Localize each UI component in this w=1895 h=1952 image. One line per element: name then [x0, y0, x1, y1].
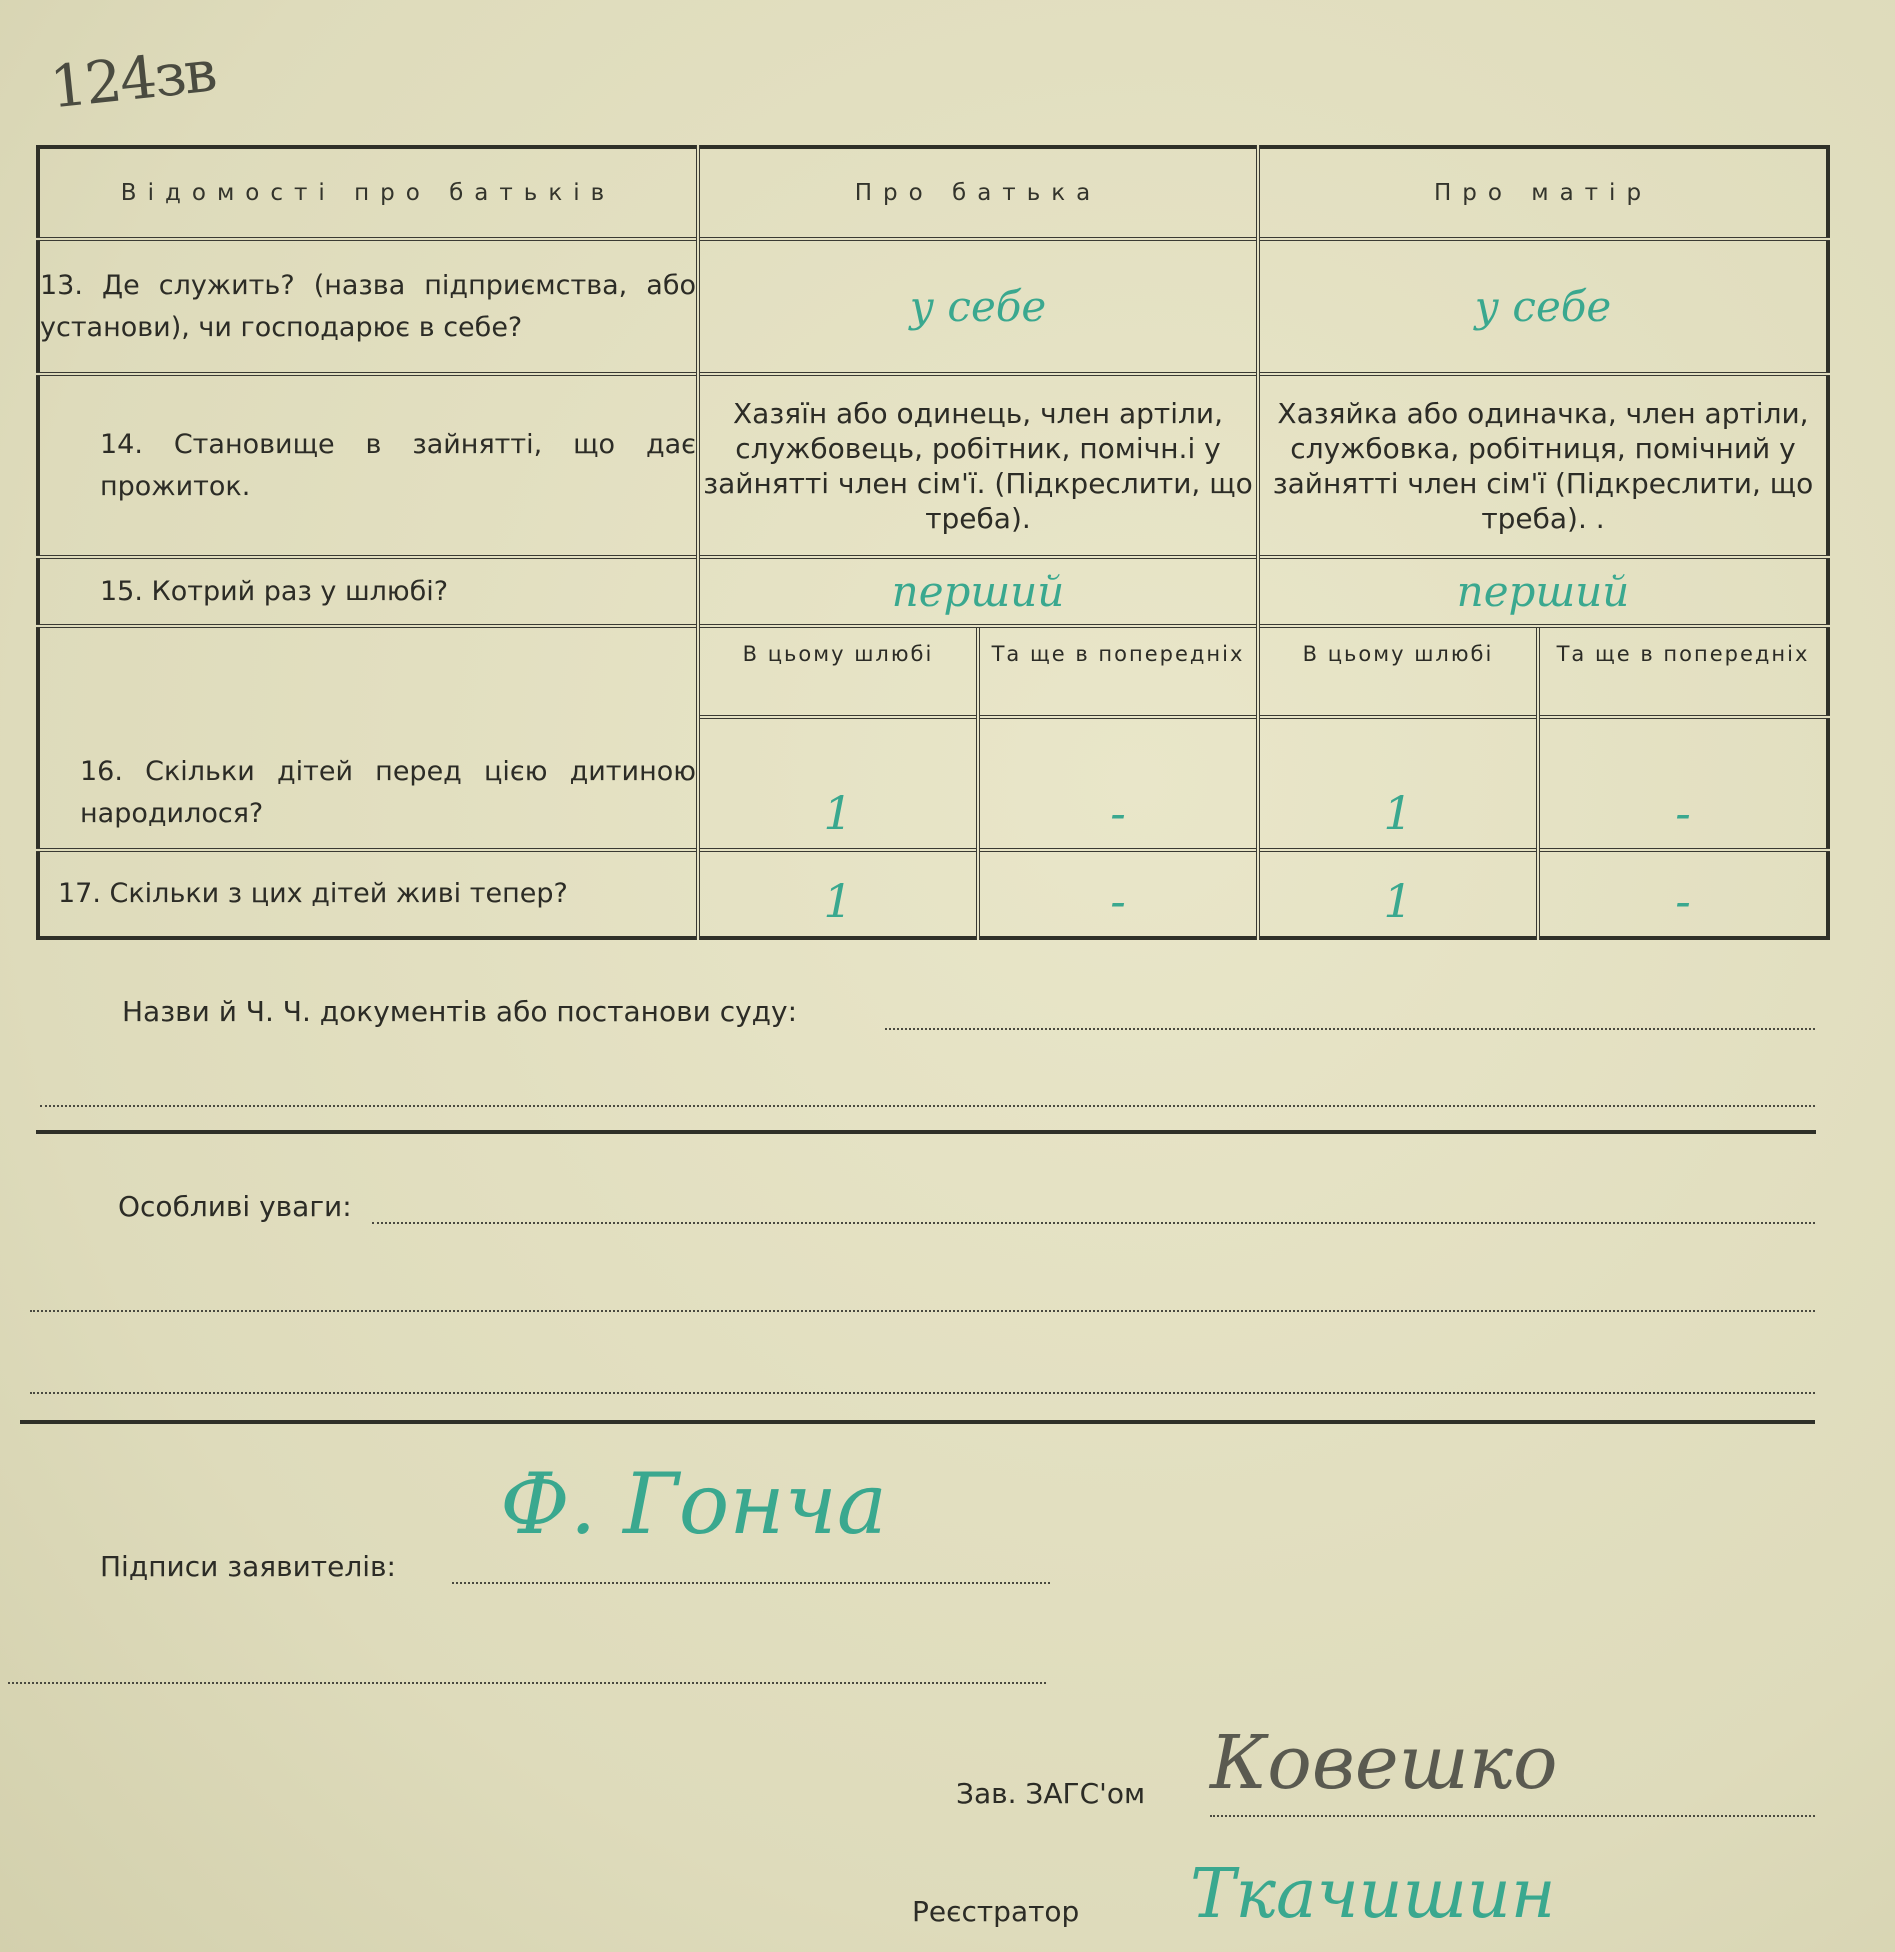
- answer-17-father-this: 1: [698, 850, 978, 938]
- registrar-label: Реєстратор: [912, 1895, 1080, 1928]
- documents-line-1: [885, 1028, 1815, 1030]
- answer-16-father-previous: -: [978, 717, 1258, 850]
- row-q16-subheaders: [38, 626, 1828, 716]
- subheader-father-this: В цьому шлюбі: [698, 626, 978, 716]
- header-father: Про батька: [698, 147, 1258, 239]
- answer-13-mother: у себе: [1258, 239, 1828, 374]
- options-14-mother: Хазяйка або одиначка, член артіли, службовка, робітниця, помічний у зайнятті член сім'ї (Підкреслити, що треба). .: [1258, 374, 1828, 556]
- subheader-mother-this: В цьому шлюбі: [1258, 626, 1538, 716]
- answer-17-mother-previous: -: [1538, 850, 1828, 938]
- row-q15: [38, 557, 1828, 627]
- registrar-signature: Ткачишин: [1190, 1855, 1556, 1934]
- head-zags-signature-line: [1210, 1815, 1815, 1817]
- head-zags-label: Зав. ЗАГС'ом: [956, 1777, 1146, 1810]
- answer-17-mother-this: 1: [1258, 850, 1538, 938]
- applicant-signature: Ф. Гонча: [500, 1455, 887, 1553]
- question-16: 16. Скільки дітей перед цією дитиною народилося?: [38, 626, 698, 849]
- page-number: 124зв: [46, 36, 219, 122]
- answer-13-father: у себе: [698, 239, 1258, 374]
- applicants-signature-line: [452, 1582, 1050, 1584]
- applicants-signature-line-2: [8, 1682, 1046, 1684]
- header-mother: Про матір: [1258, 147, 1828, 239]
- options-14-father: Хазяїн або одинець, член артіли, службовець, робітник, помічн.і у зайнятті член сім'ї. (Підкреслити, що треба).: [698, 374, 1258, 556]
- answer-16-mother-previous: -: [1538, 717, 1828, 850]
- answer-15-mother: перший: [1258, 557, 1828, 627]
- documents-divider: [36, 1130, 1816, 1134]
- remarks-label: Особливі уваги:: [118, 1190, 352, 1223]
- question-13: 13. Де служить? (назва підприємства, або установи), чи господарює в себе?: [38, 239, 698, 374]
- documents-line-2: [40, 1105, 1815, 1107]
- header-row: [38, 147, 1828, 239]
- question-14: 14. Становище в зайнятті, що дає прожиток.: [38, 374, 698, 556]
- answer-16-father-this: 1: [698, 717, 978, 850]
- subheader-father-previous: Та ще в попередніх: [978, 626, 1258, 716]
- question-15: 15. Котрий раз у шлюбі?: [38, 557, 698, 627]
- remarks-line-2: [30, 1310, 1815, 1312]
- answer-16-mother-this: 1: [1258, 717, 1538, 850]
- head-zags-signature: Ковешко: [1210, 1720, 1558, 1806]
- remarks-line-1: [372, 1222, 1815, 1224]
- row-q14: [38, 374, 1828, 556]
- question-17: 17. Скільки з цих дітей живі тепер?: [38, 850, 698, 938]
- row-q13: [38, 239, 1828, 374]
- parents-info-table: [36, 145, 1830, 940]
- applicants-signature-label: Підписи заявителів:: [100, 1550, 396, 1583]
- subheader-mother-previous: Та ще в попередніх: [1538, 626, 1828, 716]
- documents-label: Назви й Ч. Ч. документів або постанови суду:: [122, 995, 798, 1028]
- remarks-divider: [20, 1420, 1815, 1424]
- remarks-line-3: [30, 1392, 1815, 1394]
- answer-15-father: перший: [698, 557, 1258, 627]
- header-parents-info: Відомості про батьків: [120, 180, 616, 207]
- row-q17: [38, 850, 1828, 938]
- answer-17-father-previous: -: [978, 850, 1258, 938]
